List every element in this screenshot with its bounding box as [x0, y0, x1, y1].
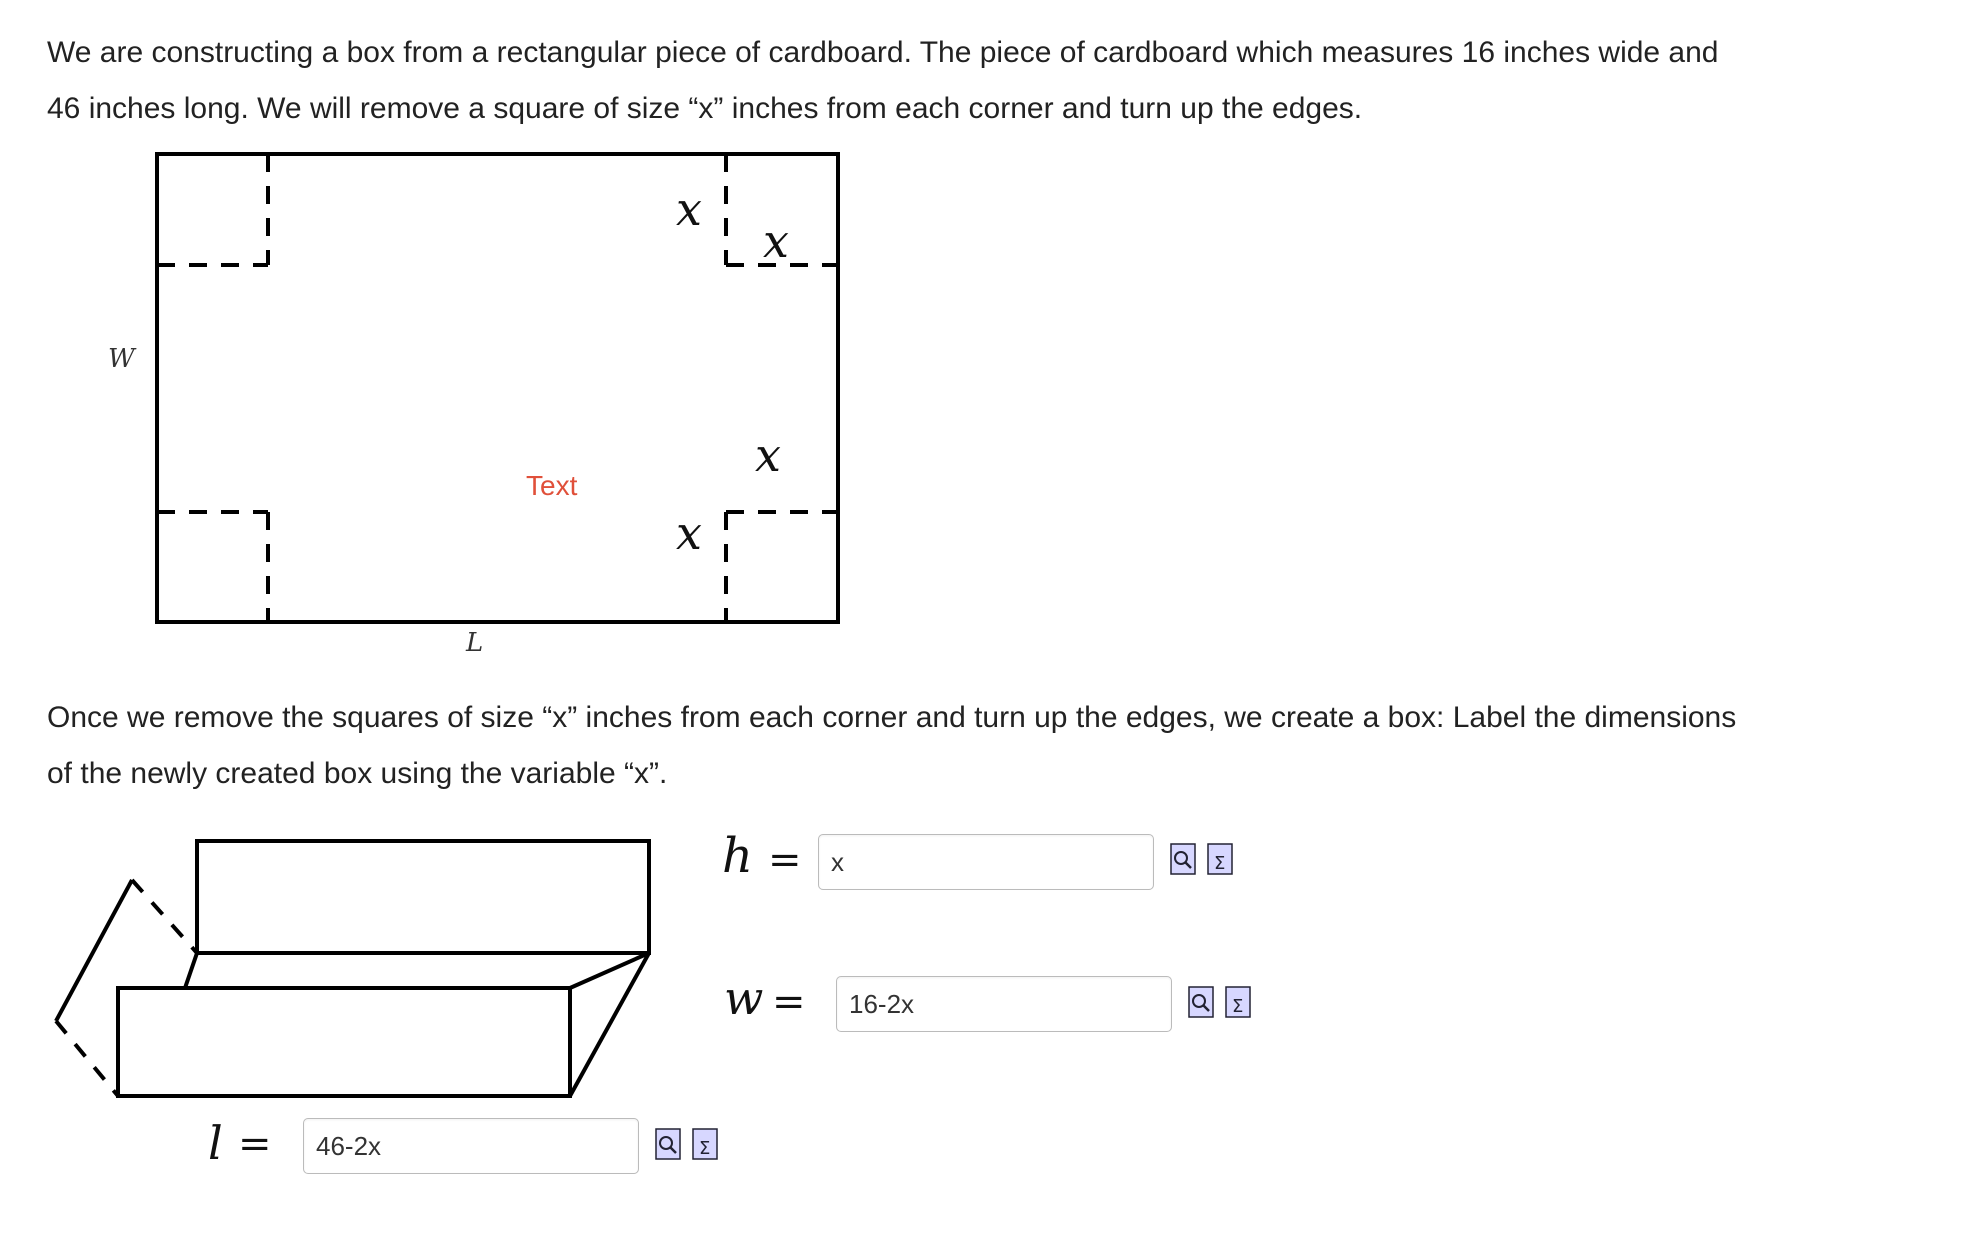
- cardboard-outline: [157, 154, 838, 622]
- l-equals: =: [238, 1121, 272, 1167]
- label-l: L: [466, 628, 484, 658]
- x-label-top-left: x: [676, 182, 702, 236]
- x-label-bottom: x: [676, 506, 702, 560]
- svg-text:Σ: Σ: [1232, 996, 1244, 1017]
- h-input[interactable]: [818, 834, 1154, 890]
- x-label-right: x: [755, 428, 781, 482]
- preview-icon[interactable]: [1170, 843, 1198, 877]
- equation-editor-icon[interactable]: [1225, 986, 1253, 1020]
- svg-text:Σ: Σ: [699, 1138, 711, 1159]
- w-input[interactable]: [836, 976, 1172, 1032]
- equation-editor-icon[interactable]: [692, 1128, 720, 1162]
- equation-editor-icon[interactable]: [1207, 843, 1235, 877]
- l-input[interactable]: [303, 1118, 639, 1174]
- h-symbol: h: [722, 828, 753, 884]
- box-diagram: [56, 841, 649, 1096]
- l-symbol: l: [208, 1116, 223, 1170]
- label-w: W: [108, 344, 135, 374]
- w-equals: =: [772, 979, 806, 1025]
- h-equals: =: [768, 837, 802, 883]
- svg-text:Σ: Σ: [1214, 853, 1226, 874]
- preview-icon[interactable]: [1188, 986, 1216, 1020]
- problem-instruction: Once we remove the squares of size “x” inches from each corner and turn up the edges, we create a box: Label the dimensions of the newly created box using the variable “x”.: [47, 701, 1737, 790]
- x-label-top-right: x: [763, 214, 789, 268]
- text-label: Text: [526, 470, 578, 501]
- problem-intro: We are constructing a box from a rectangular piece of cardboard. The piece of cardboard which measures 16 inches wide and 46 inches long. We will remove a square of size “x” inches from each corner and turn up the edges.: [47, 36, 1719, 125]
- w-symbol: w: [724, 971, 764, 1025]
- preview-icon[interactable]: [655, 1128, 683, 1162]
